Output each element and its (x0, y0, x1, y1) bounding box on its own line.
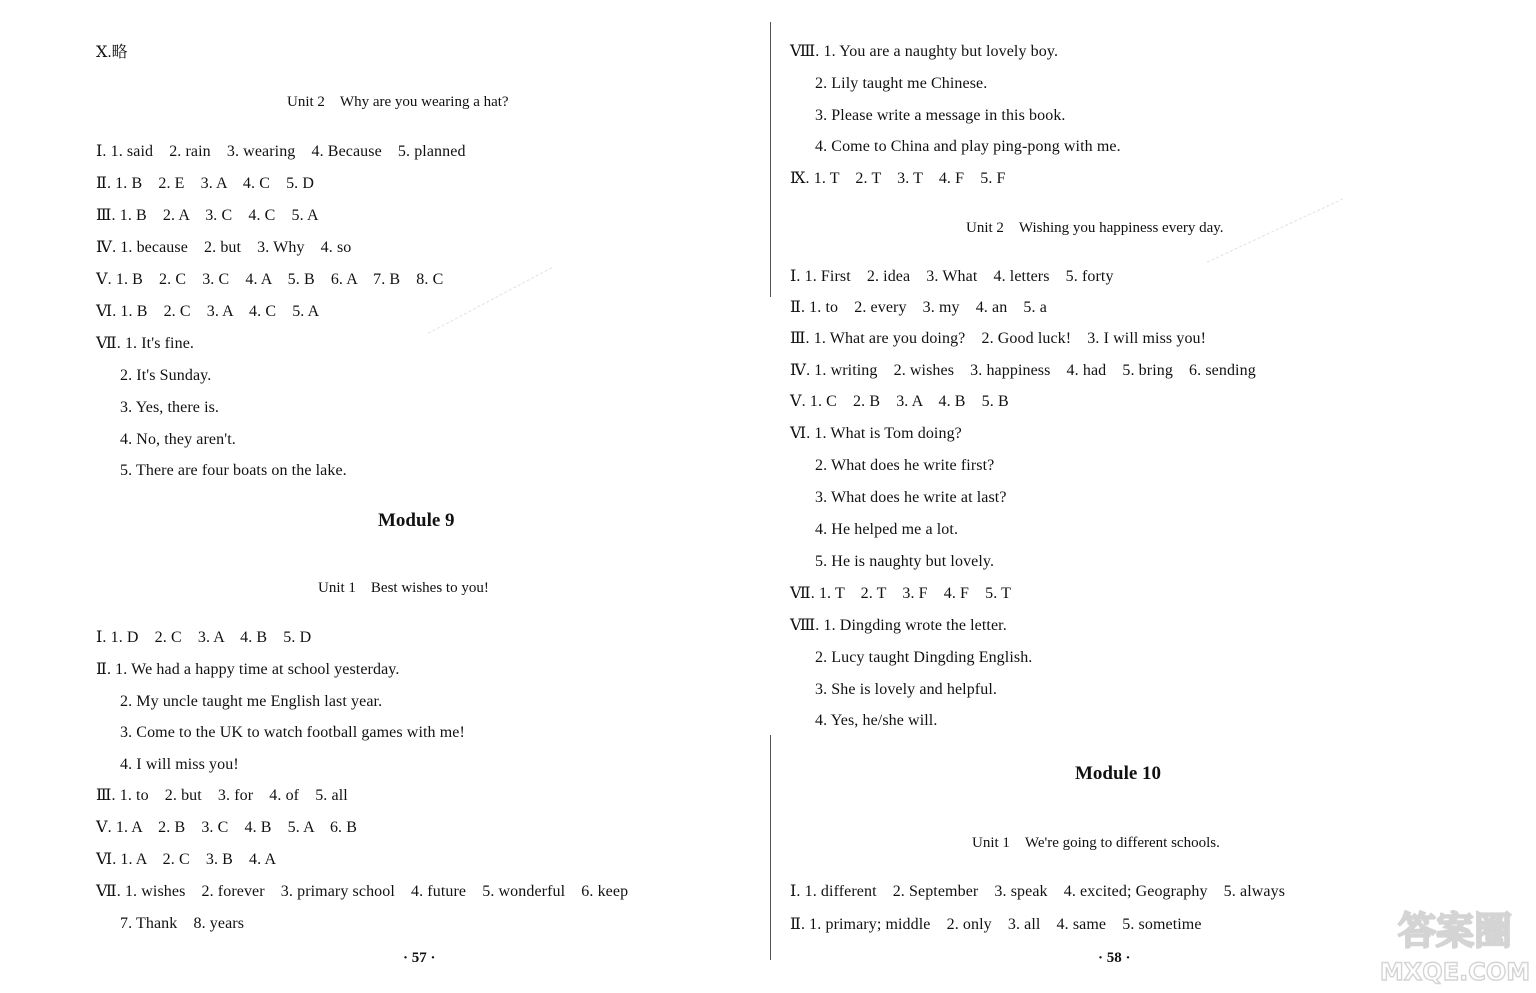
answer-line: Ⅶ. 1. wishes 2. forever 3. primary school 4. future 5. wonderful 6. keep (96, 883, 629, 900)
watermark-streak (1207, 198, 1343, 262)
answer-line: 4. No, they aren't. (120, 431, 236, 448)
watermark-logo-icon (1380, 898, 1530, 988)
answer-line: Ⅱ. 1. B 2. E 3. A 4. C 5. D (96, 175, 315, 192)
answer-line: Ⅵ. 1. B 2. C 3. A 4. C 5. A (96, 303, 320, 320)
unit-2-title: Unit 2 Why are you wearing a hat? (287, 94, 509, 110)
page-gutter-divider (770, 735, 771, 960)
roman-x-answer: Ⅹ.略 (96, 44, 128, 61)
unit-2-title: Unit 2 Wishing you happiness every day. (966, 220, 1224, 236)
answer-line: 2. Lily taught me Chinese. (815, 75, 988, 92)
watermark-streak (428, 267, 552, 334)
page-number: · 58 · (1098, 950, 1131, 966)
watermark-logo (1380, 898, 1530, 988)
answer-line: 3. What does he write at last? (815, 489, 1007, 506)
answer-line: 3. Come to the UK to watch football games with me! (120, 724, 465, 741)
answer-line: 2. What does he write first? (815, 457, 995, 474)
answer-line: Ⅳ. 1. writing 2. wishes 3. happiness 4. had 5. bring 6. sending (790, 362, 1256, 379)
answer-line: Ⅲ. 1. B 2. A 3. C 4. C 5. A (96, 207, 319, 224)
answer-line: 4. Come to China and play ping-pong with me. (815, 138, 1121, 155)
page-gutter-divider (770, 22, 771, 297)
module-title: Module 9 (378, 510, 455, 531)
answer-line: Ⅷ. 1. Dingding wrote the letter. (790, 617, 1007, 634)
answer-line: Ⅰ. 1. said 2. rain 3. wearing 4. Because 5. planned (96, 143, 466, 160)
answer-line: Ⅱ. 1. We had a happy time at school yesterday. (96, 661, 400, 678)
watermark-brand: 答案圈 (1397, 909, 1513, 953)
answer-line: Ⅲ. 1. What are you doing? 2. Good luck! 3. I will miss you! (790, 330, 1207, 347)
answer-line: Ⅷ. 1. You are a naughty but lovely boy. (790, 43, 1059, 60)
answer-line: Ⅰ. 1. different 2. September 3. speak 4. excited; Geography 5. always (790, 883, 1286, 900)
answer-line: Ⅴ. 1. A 2. B 3. C 4. B 5. A 6. B (96, 819, 358, 836)
answer-line: Ⅳ. 1. because 2. but 3. Why 4. so (96, 239, 352, 256)
answer-line: Ⅸ. 1. T 2. T 3. T 4. F 5. F (790, 170, 1006, 187)
answer-line: Ⅵ. 1. A 2. C 3. B 4. A (96, 851, 277, 868)
answer-line: 4. I will miss you! (120, 756, 239, 773)
answer-line: Ⅱ. 1. primary; middle 2. only 3. all 4. same 5. sometime (790, 916, 1202, 933)
answer-line: Ⅰ. 1. First 2. idea 3. What 4. letters 5. forty (790, 268, 1114, 285)
answer-line: Ⅰ. 1. D 2. C 3. A 4. B 5. D (96, 629, 312, 646)
answer-line: Ⅶ. 1. T 2. T 3. F 4. F 5. T (790, 585, 1012, 602)
answer-line: 3. Yes, there is. (120, 399, 220, 416)
module-title: Module 10 (1075, 763, 1162, 784)
answer-line: 4. Yes, he/she will. (815, 712, 938, 729)
answer-line: 4. He helped me a lot. (815, 521, 959, 538)
unit-1-title: Unit 1 Best wishes to you! (318, 580, 489, 596)
answer-line: 5. There are four boats on the lake. (120, 462, 347, 479)
answer-line: Ⅲ. 1. to 2. but 3. for 4. of 5. all (96, 787, 348, 804)
answer-line: 7. Thank 8. years (120, 915, 245, 932)
answer-line: 2. My uncle taught me English last year. (120, 693, 383, 710)
answer-line: Ⅴ. 1. B 2. C 3. C 4. A 5. B 6. A 7. B 8. C (96, 271, 444, 288)
answer-line: Ⅵ. 1. What is Tom doing? (790, 425, 962, 442)
unit-1-title: Unit 1 We're going to different schools. (972, 835, 1220, 851)
answer-line: 2. It's Sunday. (120, 367, 212, 384)
page-number: · 57 · (403, 950, 436, 966)
answer-line: 3. Please write a message in this book. (815, 107, 1066, 124)
answer-line: 3. She is lovely and helpful. (815, 681, 997, 698)
answer-line: Ⅴ. 1. C 2. B 3. A 4. B 5. B (790, 393, 1009, 410)
answer-line: 2. Lucy taught Dingding English. (815, 649, 1033, 666)
watermark-site: MXQE.COM (1380, 958, 1530, 986)
answer-line: 5. He is naughty but lovely. (815, 553, 995, 570)
answer-line: Ⅶ. 1. It's fine. (96, 335, 195, 352)
answer-line: Ⅱ. 1. to 2. every 3. my 4. an 5. a (790, 299, 1047, 316)
